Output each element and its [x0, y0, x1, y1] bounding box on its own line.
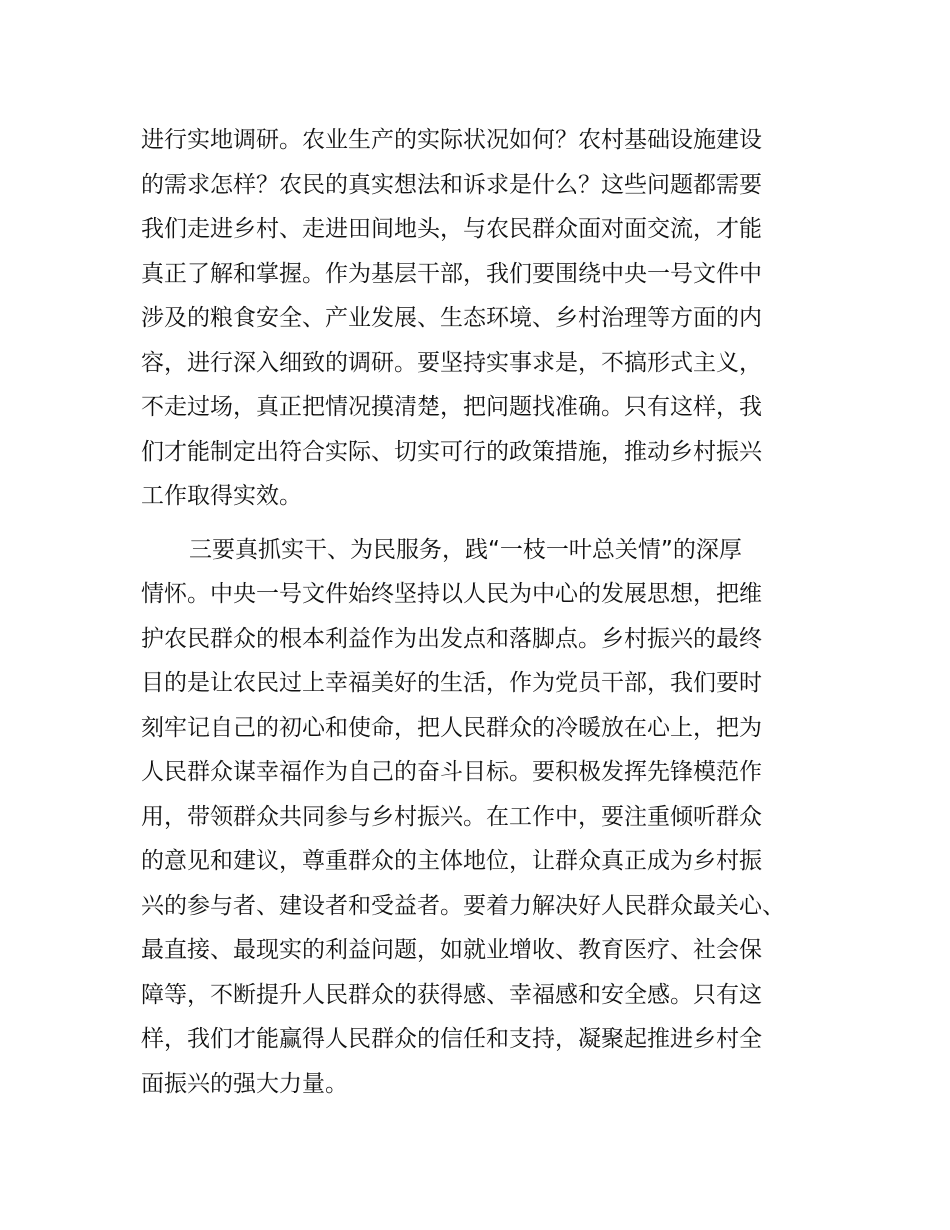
paragraph-line: 的意见和建议，尊重群众的主体地位，让群众真正成为乡村振 — [141, 848, 762, 874]
paragraph-1 — [141, 118, 817, 519]
paragraph-line: 障等，不断提升人民群众的获得感、幸福感和安全感。只有这 — [141, 981, 762, 1008]
paragraph-line: 真正了解和掌握。作为基层干部，我们要围绕中央一号文件中 — [141, 260, 762, 287]
paragraph-spacer — [141, 519, 817, 528]
paragraph-line: 人民群众谋幸福作为自己的奋斗目标。要积极发挥先锋模范作 — [141, 759, 762, 785]
paragraph-line: 面振兴的强大力量。 — [141, 1070, 348, 1097]
paragraph-line: 刻牢记自己的初心和使命，把人民群众的冷暖放在心上，把为 — [141, 714, 762, 741]
paragraph-line-indented: 三要真抓实干、为民服务，践“一枝一叶总关情”的深厚 — [189, 536, 742, 563]
paragraph-line: 护农民群众的根本利益作为出发点和落脚点。乡村振兴的最终 — [141, 625, 762, 652]
paragraph-line: 的需求怎样？农民的真实想法和诉求是什么？这些问题都需要 — [141, 171, 762, 198]
paragraph-line: 目的是让农民过上幸福美好的生活，作为党员干部，我们要时 — [141, 670, 762, 696]
paragraph-line: 进行实地调研。农业生产的实际状况如何？农村基础设施建设 — [141, 127, 762, 153]
paragraph-line: 涉及的粮食安全、产业发展、生态环境、乡村治理等方面的内 — [141, 305, 762, 331]
document-body — [141, 118, 817, 1106]
paragraph-line: 我们走进乡村、走进田间地头，与农民群众面对面交流，才能 — [141, 216, 762, 242]
paragraph-line: 不走过场，真正把情况摸清楚，把问题找准确。只有这样，我 — [141, 394, 762, 420]
paragraph-line: 情怀。中央一号文件始终坚持以人民为中心的发展思想，把维 — [141, 581, 762, 607]
paragraph-line: 样，我们才能赢得人民群众的信任和支持，凝聚起推进乡村全 — [141, 1026, 762, 1052]
paragraph-line: 容，进行深入细致的调研。要坚持实事求是，不搞形式主义， — [141, 349, 762, 376]
paragraph-line: 工作取得实效。 — [141, 483, 302, 509]
paragraph-2 — [141, 528, 817, 1107]
paragraph-line: 用，带领群众共同参与乡村振兴。在工作中，要注重倾听群众 — [141, 803, 762, 830]
paragraph-line: 兴的参与者、建设者和受益者。要着力解决好人民群众最关心、 — [141, 892, 785, 919]
paragraph-line: 最直接、最现实的利益问题，如就业增收、教育医疗、社会保 — [141, 937, 762, 963]
paragraph-line: 们才能制定出符合实际、切实可行的政策措施，推动乡村振兴 — [141, 438, 762, 465]
